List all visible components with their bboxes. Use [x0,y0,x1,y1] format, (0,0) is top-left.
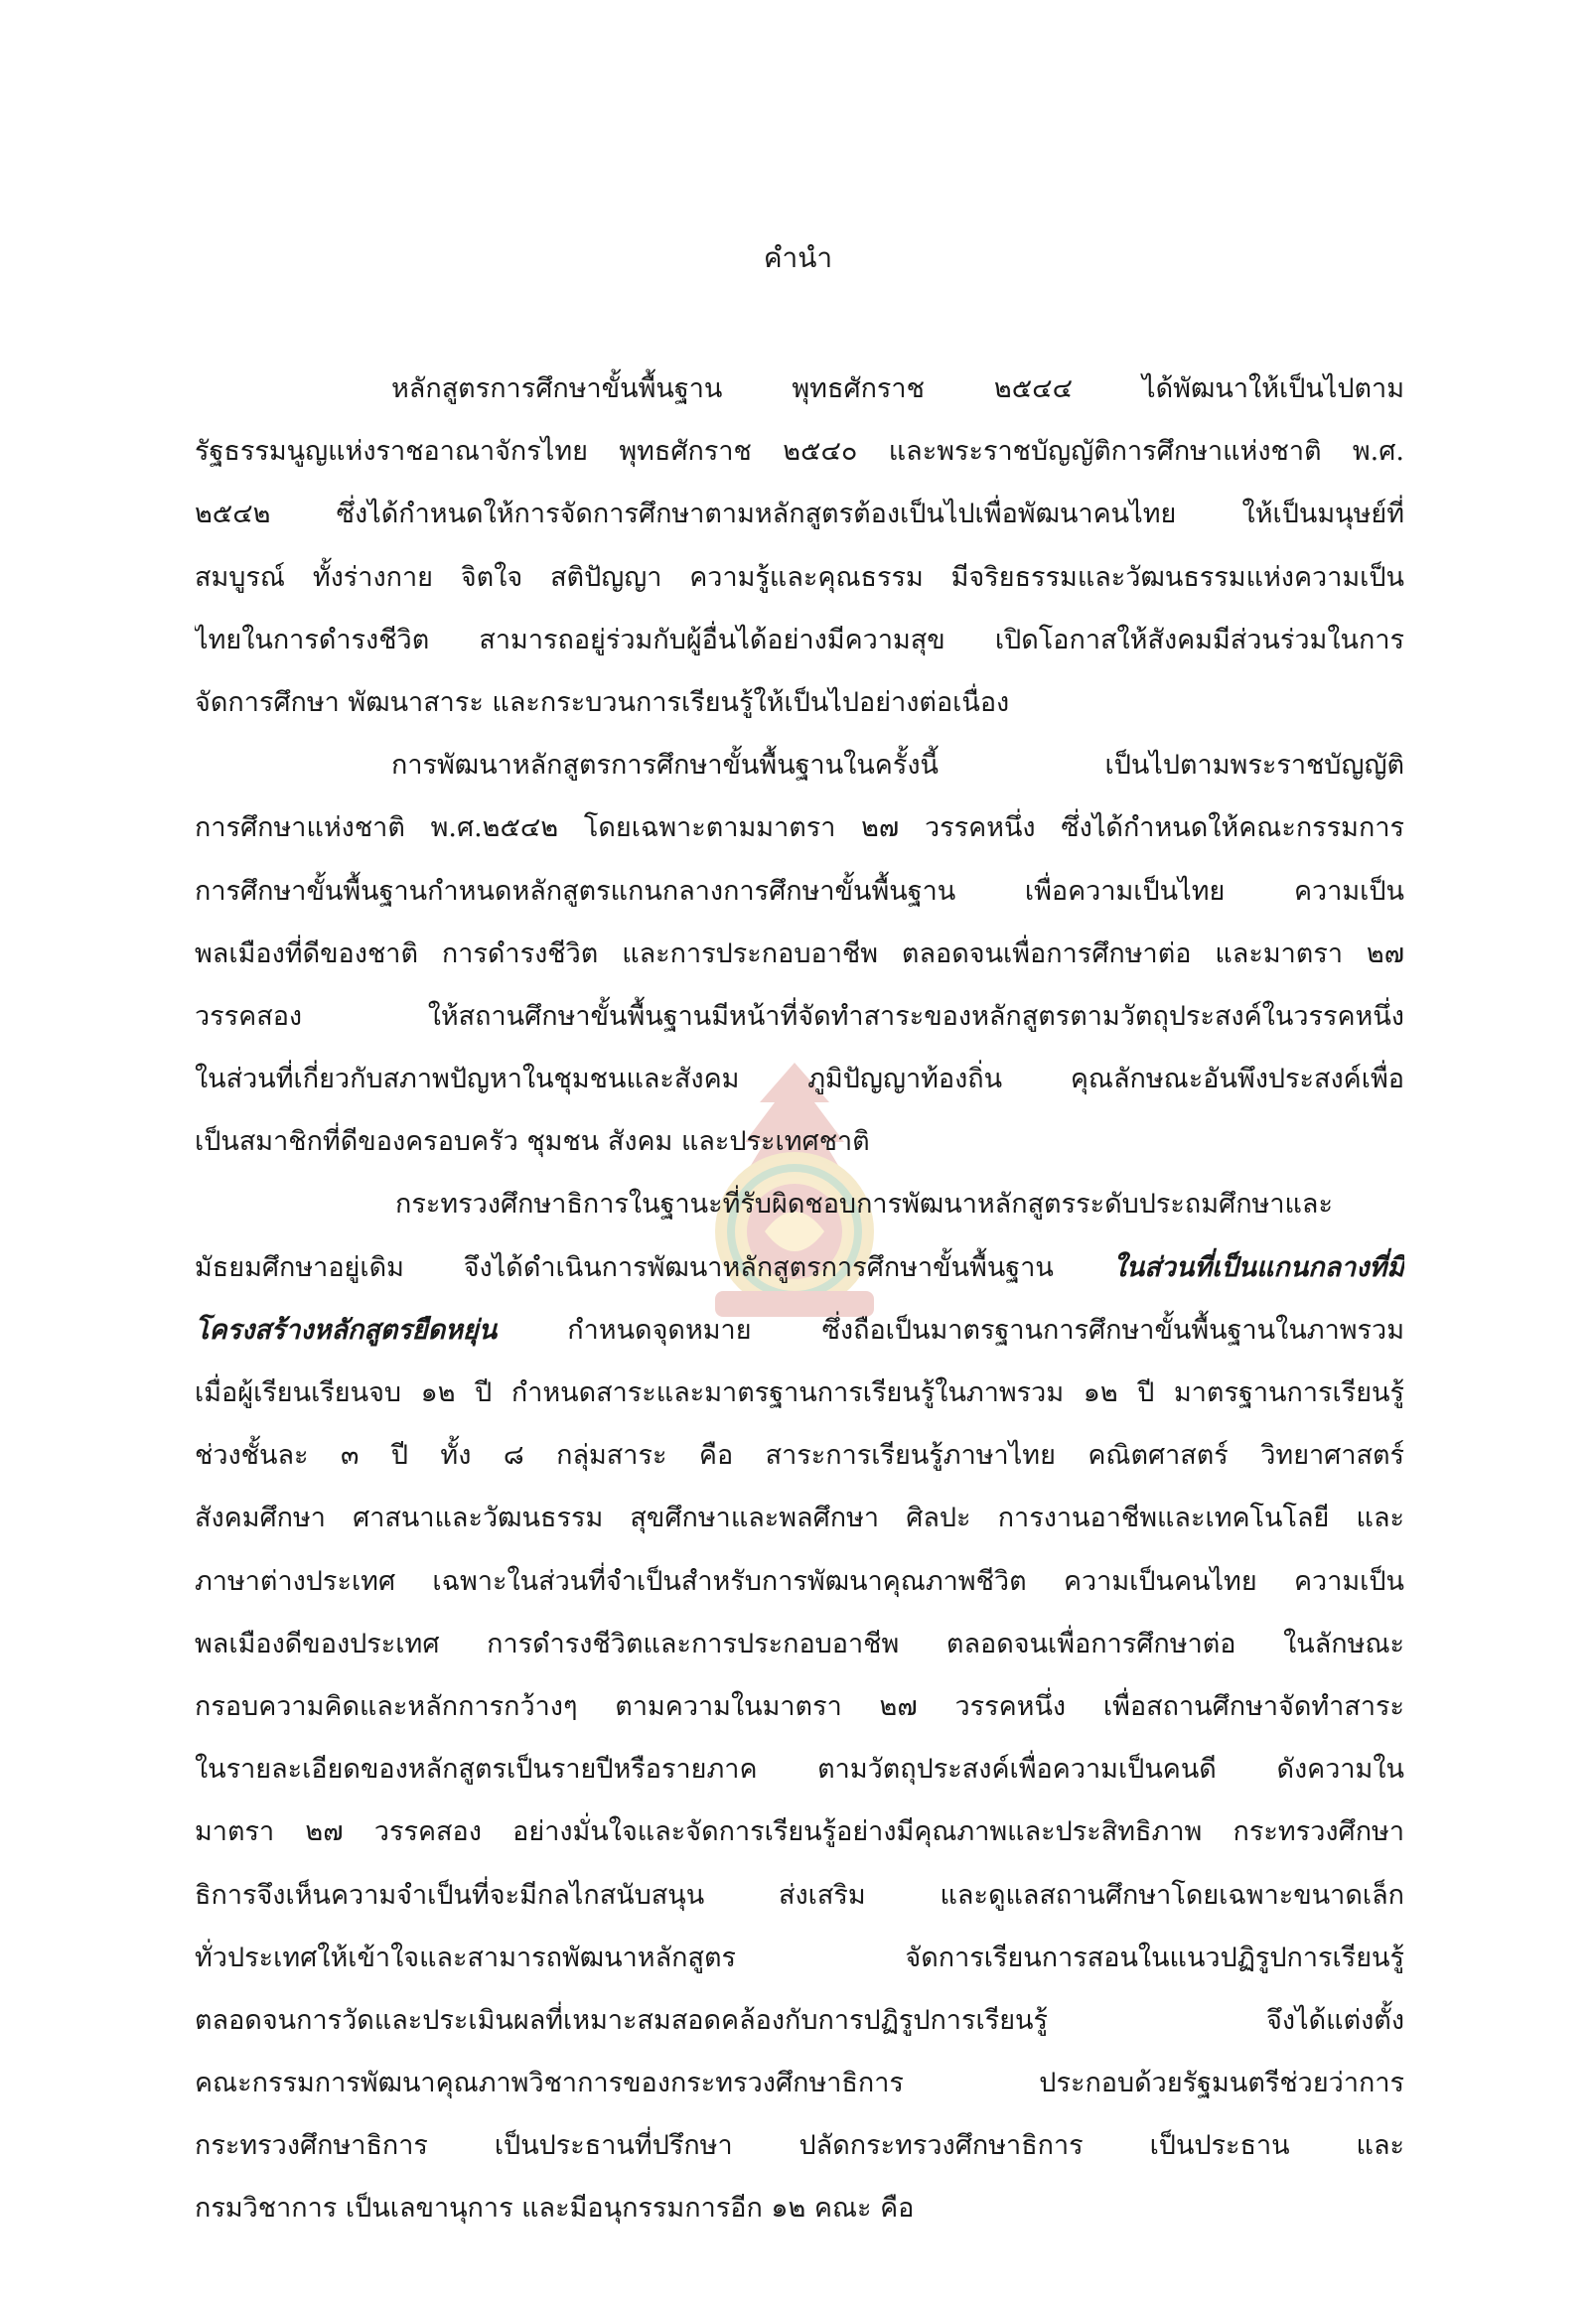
text-line: คณะกรรมการพัฒนาคุณภาพวิชาการของกระทรวงศึกษาธิการ ประกอบด้วยรัฐมนตรีช่วยว่าการ [195,2068,1404,2099]
text-line: กรมวิชาการ เป็นเลขานุการ และมีอนุกรรมการอีก ๑๒ คณะ คือ [195,2193,915,2225]
text-line: กระทรวงศึกษาธิการในฐานะที่รับผิดชอบการพัฒนาหลักสูตรระดับประถมศึกษาและ [395,1189,1333,1221]
emphasis-text: ในส่วนที่เป็นแกนกลางที่มี [1112,1251,1404,1283]
text-segment: กำหนดจุดหมาย ซึ่งถือเป็นมาตรฐานการศึกษาขั้นพื้นฐานในภาพรวม [497,1314,1404,1346]
text-line: ในรายละเอียดของหลักสูตรเป็นรายปีหรือรายภาค ตามวัตถุประสงค์เพื่อความเป็นคนดี ดังความใน [195,1754,1404,1786]
text-line: พลเมืองดีของประเทศ การดำรงชีวิตและการประกอบอาชีพ ตลอดจนเพื่อการศึกษาต่อ ในลักษณะ [195,1628,1404,1659]
text-line: ช่วงชั้นละ ๓ ปี ทั้ง ๘ กลุ่มสาระ คือ สาระการเรียนรู้ภาษาไทย คณิตศาสตร์ วิทยาศาสตร์ [195,1440,1404,1472]
text-line: ภาษาต่างประเทศ เฉพาะในส่วนที่จำเป็นสำหรับการพัฒนาคุณภาพชีวิต ความเป็นคนไทย ความเป็น [195,1565,1404,1597]
text-line: กรอบความคิดและหลักการกว้างๆ ตามความในมาตรา ๒๗ วรรคหนึ่ง เพื่อสถานศึกษาจัดทำสาระ [195,1690,1404,1722]
text-line: ทั่วประเทศให้เข้าใจและสามารถพัฒนาหลักสูตร จัดการเรียนการสอนในแนวปฏิรูปการเรียนรู้ [195,1942,1404,1973]
text-line: ไทยในการดำรงชีวิต สามารถอยู่ร่วมกับผู้อื่นได้อย่างมีความสุข เปิดโอกาสให้สังคมมีส่วนร่วมในการ [195,624,1404,655]
text-line: รัฐธรรมนูญแห่งราชอาณาจักรไทย พุทธศักราช ๒๕๔๐ และพระราชบัญญัติการศึกษาแห่งชาติ พ.ศ. [195,436,1404,468]
text-line: การศึกษาแห่งชาติ พ.ศ.๒๕๔๒ โดยเฉพาะตามมาตรา ๒๗ วรรคหนึ่ง ซึ่งได้กำหนดให้คณะกรรมการ [195,812,1404,844]
text-line: สมบูรณ์ ทั้งร่างกาย จิตใจ สติปัญญา ความรู้และคุณธรรม มีจริยธรรมและวัฒนธรรมแห่งความเป็น [195,561,1404,593]
text-line: ในส่วนที่เกี่ยวกับสภาพปัญหาในชุมชนและสังคม ภูมิปัญญาท้องถิ่น คุณลักษณะอันพึงประสงค์เพื่อ [195,1064,1404,1095]
text-line: การศึกษาขั้นพื้นฐานกำหนดหลักสูตรแกนกลางการศึกษาขั้นพื้นฐาน เพื่อความเป็นไทย ความเป็น [195,875,1404,907]
text-line: พลเมืองที่ดีของชาติ การดำรงชีวิต และการประกอบอาชีพ ตลอดจนเพื่อการศึกษาต่อ และมาตรา ๒๗ [195,937,1404,969]
text-line: ธิการจึงเห็นความจำเป็นที่จะมีกลไกสนับสนุน ส่งเสริม และดูแลสถานศึกษาโดยเฉพาะขนาดเล็ก [195,1879,1404,1911]
paragraph-2 [195,734,1404,1173]
text-line: วรรคสอง ให้สถานศึกษาขั้นพื้นฐานมีหน้าที่จัดทำสาระของหลักสูตรตามวัตถุประสงค์ในวรรคหนึ่ง [195,1000,1404,1032]
text-line [195,1236,1404,1299]
text-line: กระทรวงศึกษาธิการ เป็นประธานที่ปรึกษา ปลัดกระทรวงศึกษาธิการ เป็นประธาน และ [195,2130,1404,2162]
text-line: หลักสูตรการศึกษาขั้นพื้นฐาน พุทธศักราช ๒๕๔๔ ได้พัฒนาให้เป็นไปตาม [391,373,1404,404]
document-body [195,358,1404,2240]
text-line: เมื่อผู้เรียนเรียนจบ ๑๒ ปี กำหนดสาระและมาตรฐานการเรียนรู้ในภาพรวม ๑๒ ปี มาตรฐานการเรียนรู้ [195,1377,1404,1408]
text-line: ตลอดจนการวัดและประเมินผลที่เหมาะสมสอดคล้องกับการปฏิรูปการเรียนรู้ จึงได้แต่งตั้ง [195,2004,1404,2036]
text-line: การพัฒนาหลักสูตรการศึกษาขั้นพื้นฐานในครั้งนี้ เป็นไปตามพระราชบัญญัติ [391,750,1404,782]
document-title: คำนำ [763,241,833,274]
emphasis-text: โครงสร้างหลักสูตรยืดหยุ่น [195,1314,498,1346]
paragraph-3 [195,1173,1404,2239]
text-segment: มัธยมศึกษาอยู่เดิม จึงได้ดำเนินการพัฒนาหลักสูตรการศึกษาขั้นพื้นฐาน [195,1251,1113,1283]
text-line: มาตรา ๒๗ วรรคสอง อย่างมั่นใจและจัดการเรียนรู้อย่างมีคุณภาพและประสิทธิภาพ กระทรวงศึกษา [195,1816,1404,1848]
text-line [195,1299,1404,1362]
text-line: เป็นสมาชิกที่ดีของครอบครัว ชุมชน สังคม และประเทศชาติ [195,1126,870,1158]
text-line: สังคมศึกษา ศาสนาและวัฒนธรรม สุขศึกษาและพลศึกษา ศิลปะ การงานอาชีพและเทคโนโลยี และ [195,1503,1404,1534]
text-line: ๒๕๔๒ ซึ่งได้กำหนดให้การจัดการศึกษาตามหลักสูตรต้องเป็นไปเพื่อพัฒนาคนไทย ให้เป็นมนุษย์ที่ [195,499,1404,530]
text-line: จัดการศึกษา พัฒนาสาระ และกระบวนการเรียนรู้ให้เป็นไปอย่างต่อเนื่อง [195,686,1010,718]
paragraph-1 [195,358,1404,734]
